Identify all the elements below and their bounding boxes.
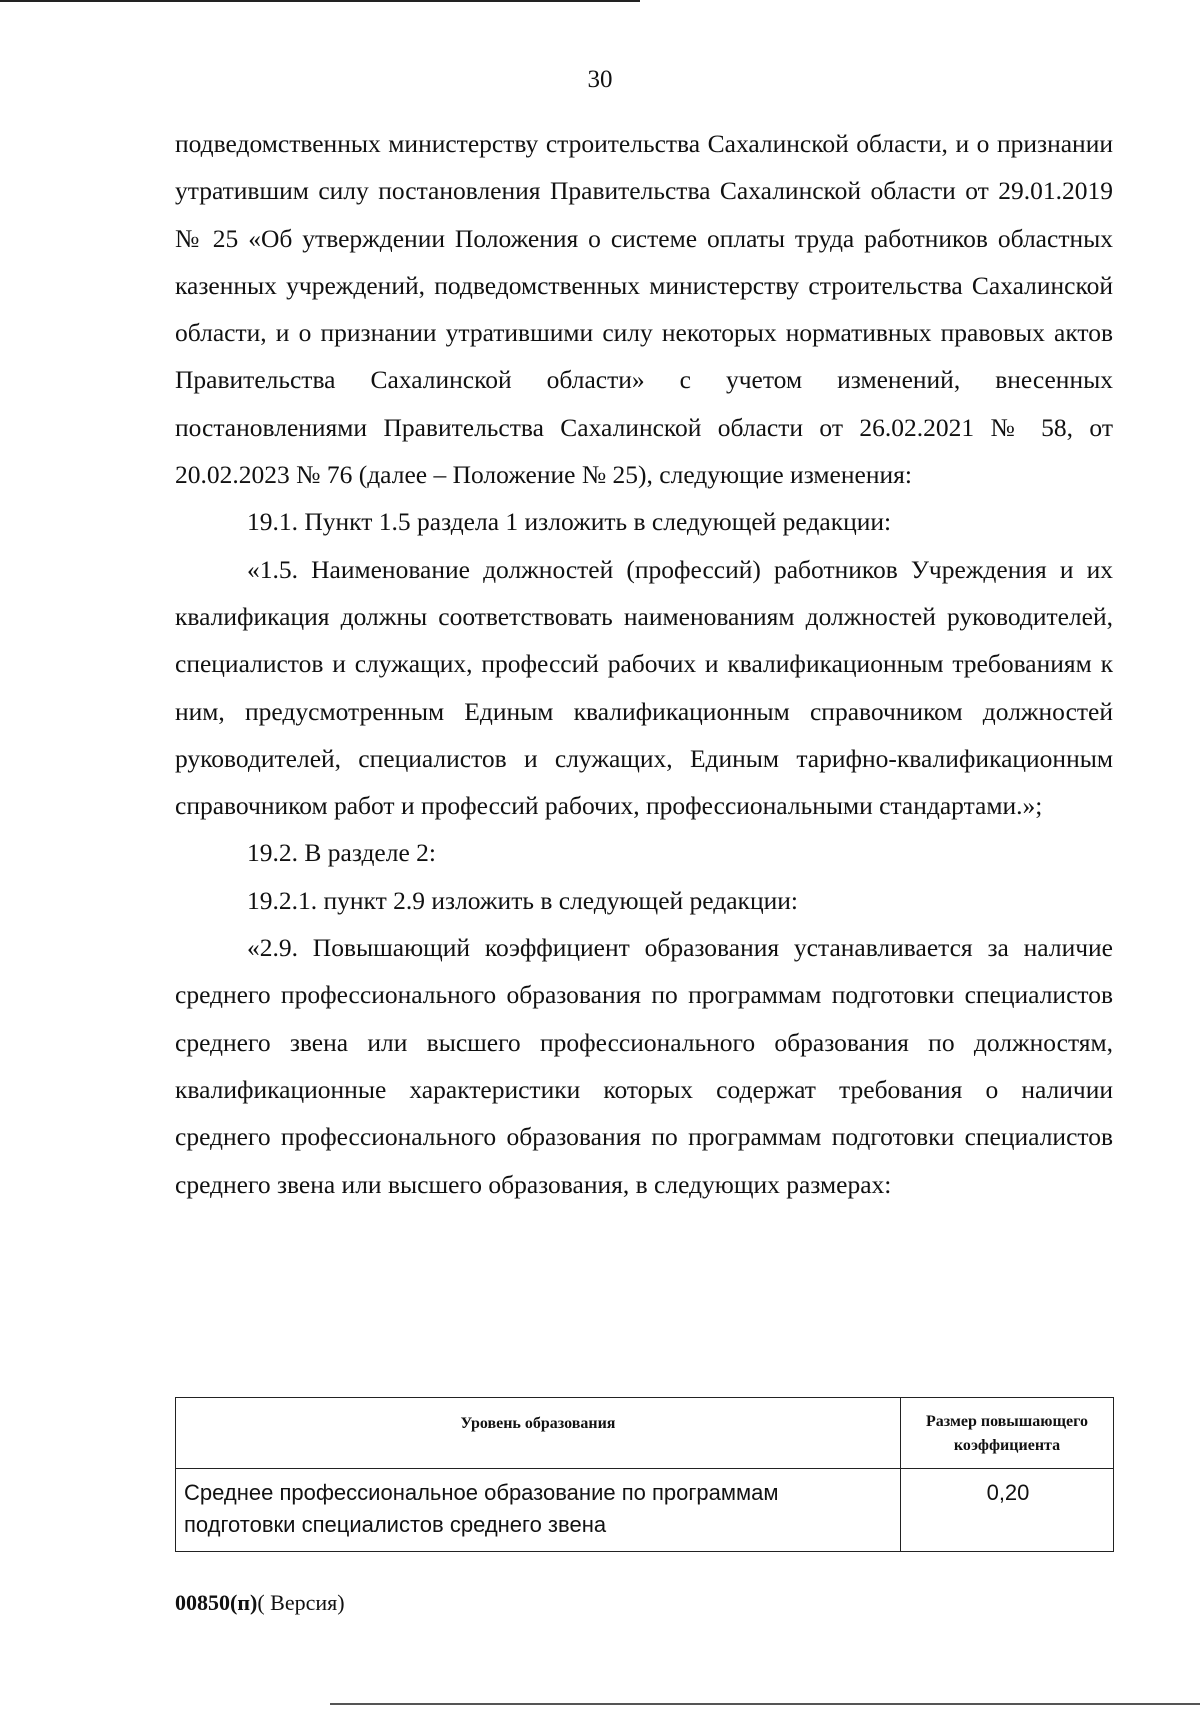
paragraph-continuation: подведомственных министерству строительства Сахалинской области, и о признании утратившим силу постановления Правительства Сахалинской области от 29.01.2019 № 25 «Об утверждении Положения о системе оплаты труда работников областных казенных учреждений, подведомственных министерству строительства Сахалинской области, и о признании утратившими силу некоторых нормативных правовых актов Правительства Сахалинской области» с учетом изменений, внесенных постановлениями Правительства Сахалинской области от 26.02.2021 № 58, от 20.02.2023 № 76 (далее – Положение № 25), следующие изменения: <box>175 129 1113 490</box>
cell-coefficient-value: 0,20 <box>901 1469 1114 1552</box>
top-border-line <box>0 0 640 2</box>
document-body <box>175 120 1113 1208</box>
bottom-border-line <box>330 1703 1200 1705</box>
header-education-level: Уровень образования <box>176 1398 901 1469</box>
coefficient-table <box>175 1397 1114 1552</box>
paragraph-quote-1-5: «1.5. Наименование должностей (профессий) работников Учреждения и их квалификация должны соответствовать наименованиям должностей руководителей, специалистов и служащих, профессий рабочих и квалификационным требованиям к ним, предусмотренным Единым квалификационным справочником должностей руководителей, специалистов и служащих, Единым тарифно-квалификационным справочником работ и профессий рабочих, профессиональными стандартами.»; <box>175 554 1113 821</box>
document-version: ( Версия) <box>257 1590 345 1615</box>
paragraph-quote-2-9: «2.9. Повышающий коэффициент образования устанавливается за наличие среднего профессионального образования по программам подготовки специалистов среднего звена или высшего профессионального образования по должностям, квалификационные характеристики которых содержат требования о наличии среднего профессионального образования по программам подготовки специалистов среднего звена или высшего образования, в следующих размерах: <box>175 933 1113 1199</box>
table-header-row <box>176 1398 1114 1469</box>
table-row <box>176 1469 1114 1552</box>
header-coefficient-size: Размер повышающего коэффициента <box>901 1398 1114 1469</box>
paragraph-item-19-2-1: 19.2.1. пункт 2.9 изложить в следующей редакции: <box>247 885 798 915</box>
paragraph-item-19-2: 19.2. В разделе 2: <box>247 838 436 868</box>
document-footer <box>175 1590 345 1616</box>
page-number: 30 <box>587 66 613 93</box>
cell-education-level: Среднее профессиональное образование по программам подготовки специалистов среднего звена <box>176 1469 901 1552</box>
paragraph-item-19-1: 19.1. Пункт 1.5 раздела 1 изложить в следующей редакции: <box>247 507 892 537</box>
document-code: 00850(п) <box>175 1590 258 1615</box>
